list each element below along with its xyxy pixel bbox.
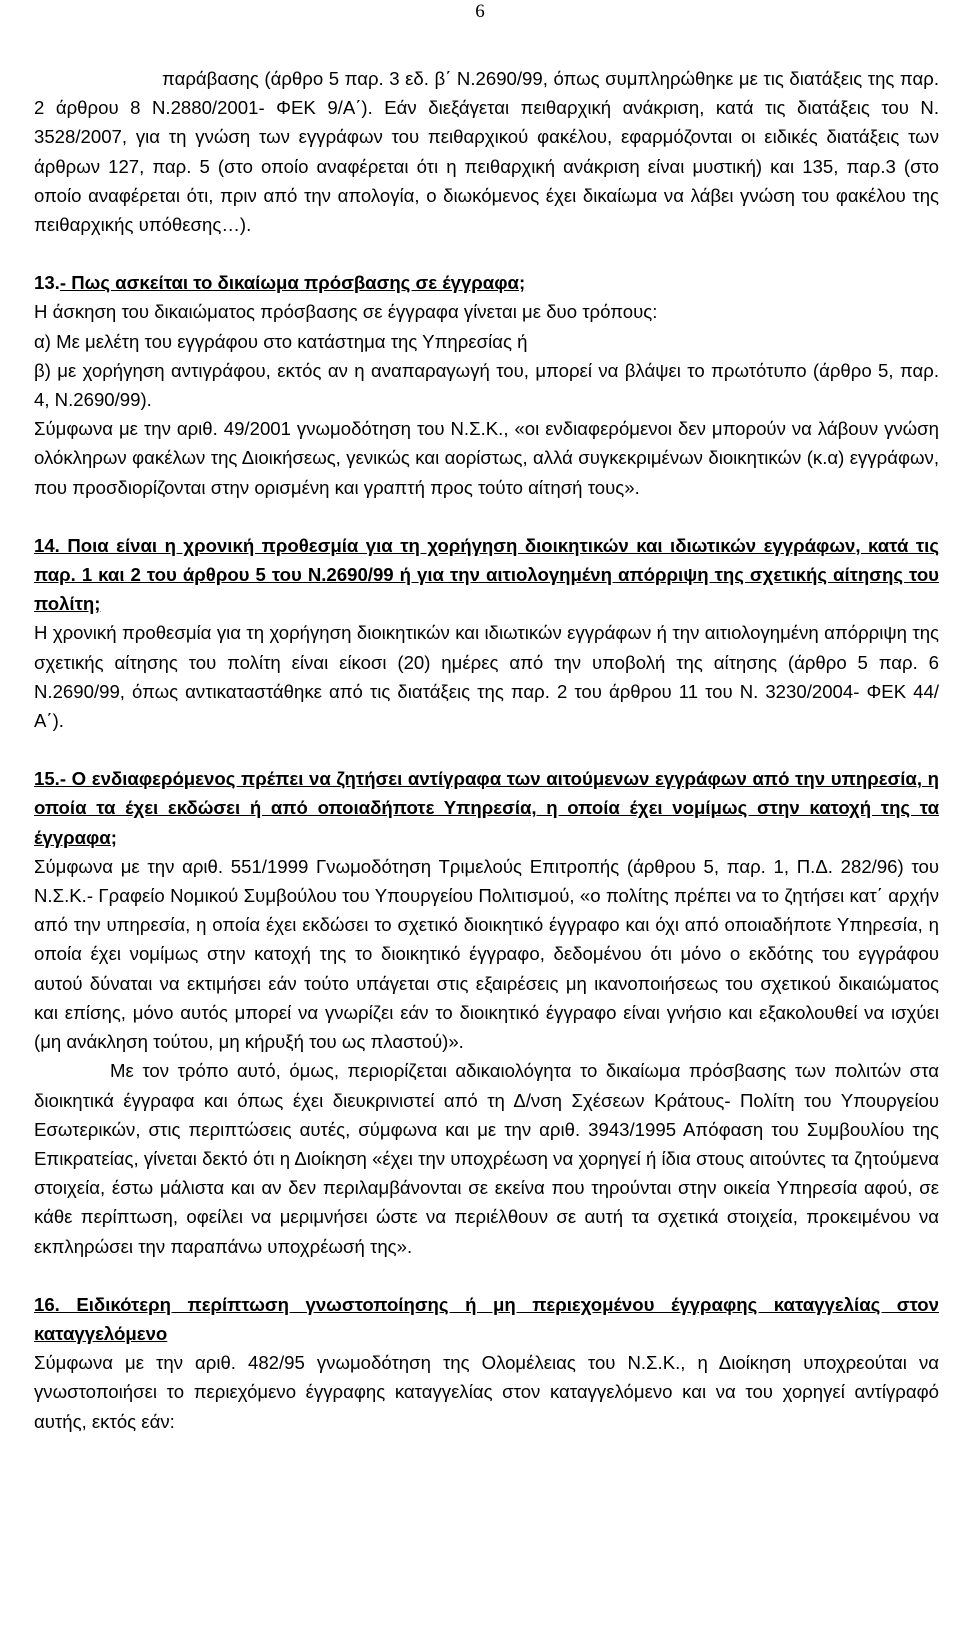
spacer [34, 239, 939, 268]
section-14-heading: 14. Ποια είναι η χρονική προθεσμία για τη χορήγηση διοικητικών και ιδιωτικών εγγράφων, κατά τις παρ. 1 και 2 του άρθρου 5 του Ν.2690/99 ή για την αιτιολογημένη απόρριψη της σχετικής αίτησης του πολίτη; [34, 534, 939, 615]
section-13-heading [34, 268, 939, 297]
document-body [34, 64, 939, 1436]
section-14-body: Η χρονική προθεσμία για τη χορήγηση διοικητικών και ιδιωτικών εγγράφων ή την αιτιολογημένη απόρριψη της σχετικής αίτησης του πολίτη είναι είκοσι (20) ημέρες από την υποβολή της αίτησης (άρθρο 5 παρ. 6 Ν.2690/99, όπως αντικαταστάθηκε από τις διατάξεις της παρ. 2 του άρθρου 11 του Ν. 3230/2004- ΦΕΚ 44/Α΄). [34, 622, 939, 732]
page-number: 6 [475, 1, 485, 22]
spacer [34, 1261, 939, 1290]
section-13-number: 13. [34, 272, 60, 294]
spacer [34, 502, 939, 531]
section-16-body: Σύμφωνα με την αριθ. 482/95 γνωμοδότηση της Ολομέλειας του Ν.Σ.Κ., η Διοίκηση υποχρεούται να γνωστοποιήσει το περιεχόμενο έγγραφης καταγγελίας στον καταγγελόμενο και να του χορηγεί αντίγραφό αυτής, εκτός εάν: [34, 1352, 939, 1432]
section-15-body-2: Με τον τρόπο αυτό, όμως, περιορίζεται αδικαιολόγητα το δικαίωμα πρόσβασης των πολιτών στα διοικητικά έγγραφα και όπως έχει διευκρινιστεί από τη Δ/νση Σχέσεων Κράτους- Πολίτη του Υπουργείου Εσωτερικών, στις περιπτώσεις αυτές, σύμφωνα και με την αριθ. 3943/1995 Απόφαση του Συμβουλίου της Επικρατείας, γίνεται δεκτό ότι η Διοίκηση «έχει την υποχρέωση να χορηγεί ή ίδια στους αιτούντες τα ζητούμενα στοιχεία, έστω μάλιστα και αν δεν περιλαμβάνονται σε εκείνα που τηρούνται στην οικεία Υπηρεσία αφού, σε κάθε περίπτωση, οφείλει να μεριμνήσει ώστε να περιέλθουν σε αυτή τα σχετικά στοιχεία, προκειμένου να εκπληρώσει την παραπάνω υποχρέωσή της». [34, 1060, 939, 1257]
section-13-body-3: β) με χορήγηση αντιγράφου, εκτός αν η αναπαραγωγή του, μπορεί να βλάψει το πρωτότυπο (άρθρο 5, παρ. 4, Ν.2690/99). [34, 359, 939, 411]
section-15-heading: 15.- Ο ενδιαφερόμενος πρέπει να ζητήσει αντίγραφα των αιτούμενων εγγράφων από την υπηρεσία, η οποία τα έχει εκδώσει ή από οποιαδήποτε Υπηρεσία, η οποία έχει νομίμως στην κατοχή της τα έγγραφα; [34, 768, 939, 848]
spacer [34, 735, 939, 764]
section-13-body-2: α) Με μελέτη του εγγράφου στο κατάστημα της Υπηρεσίας ή [34, 330, 528, 352]
section-13-title: - Πως ασκείται το δικαίωμα πρόσβασης σε έγγραφα; [59, 272, 526, 294]
section-16-heading: 16. Ειδικότερη περίπτωση γνωστοποίησης ή μη περιεχομένου έγγραφης καταγγελίας στον καταγγελόμενο [34, 1293, 939, 1344]
paragraph-intro: παράβασης (άρθρο 5 παρ. 3 εδ. β΄ Ν.2690/99, όπως συμπληρώθηκε με τις διατάξεις της παρ. 2 άρθρου 8 Ν.2880/2001- ΦΕΚ 9/Α΄). Εάν διεξάγεται πειθαρχική ανάκριση, κατά τις διατάξεις του Ν. 3528/2007, για τη γνώση των εγγράφων του πειθαρχικού φακέλου, εφαρμόζονται οι ειδικές διατάξεις των άρθρων 127, παρ. 5 (στο οποίο αναφέρεται ότι η πειθαρχική ανάκριση είναι μυστική) και 135, παρ.3 (στο οποίο αναφέρεται ότι, πριν από την απολογία, ο διωκόμενος έχει δικαίωμα να λάβει γνώση του φακέλου της πειθαρχικής υπόθεσης…). [34, 68, 939, 236]
section-13-body-4: Σύμφωνα με την αριθ. 49/2001 γνωμοδότηση του Ν.Σ.Κ., «οι ενδιαφερόμενοι δεν μπορούν να λάβουν γνώση ολόκληρων φακέλων της Διοικήσεως, γενικώς και αορίστως, αλλά συγκεκριμένων διοικητικών (κ.α) εγγράφων, που προσδιορίζονται στην ορισμένη και γραπτή προς τούτο αίτησή τους». [34, 418, 939, 498]
section-13-body-1: Η άσκηση του δικαιώματος πρόσβασης σε έγγραφα γίνεται με δυο τρόπους: [34, 301, 658, 323]
section-15-body-1: Σύμφωνα με την αριθ. 551/1999 Γνωμοδότηση Τριμελούς Επιτροπής (άρθρου 5, παρ. 1, Π.Δ. 282/96) του Ν.Σ.Κ.- Γραφείο Νομικού Συμβούλου του Υπουργείου Πολιτισμού, «ο πολίτης πρέπει να το ζητήσει κατ΄ αρχήν από την υπηρεσία, η οποία έχει εκδώσει το σχετικό διοικητικό έγγραφο και όχι από οποιαδήποτε Υπηρεσία, η οποία έχει νομίμως στην κατοχή της το διοικητικό έγγραφο, δεδομένου ότι μόνο ο εκδότης του εγγράφου αυτού δύναται να εκτιμήσει εάν τούτο υπάγεται στις εξαιρέσεις μη ικανοποιήσεως του σχετικού δικαιώματος και επίσης, μόνο αυτός μπορεί να γνωρίζει εάν το διοικητικό έγγραφο είναι γνήσιο και εξακολουθεί να ισχύει (μη ανάκληση τούτου, μη κήρυξή του ως πλαστού)». [34, 855, 939, 1053]
